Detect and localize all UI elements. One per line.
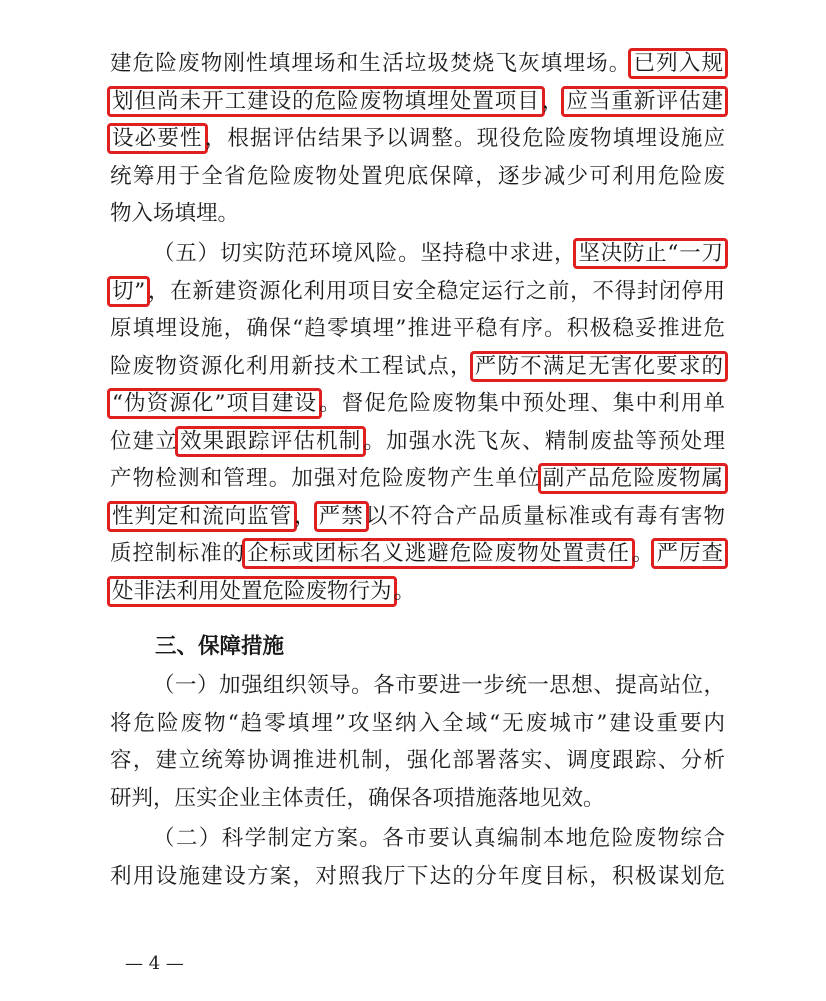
text-segment: 险废物资源化利用新技术工程试点， [110, 353, 473, 379]
text-line: （二）科学制定方案。各市要认真编制本地危险废物综合 [153, 826, 725, 851]
highlight-box: 设必要性 [107, 123, 208, 154]
highlight-box: 性判定和流向监管 [107, 501, 297, 532]
text-line [110, 460, 725, 498]
highlight-box: 切” [107, 276, 150, 307]
text-line [110, 573, 725, 611]
paragraph-environmental-risk [110, 235, 725, 610]
text-segment: 。 [631, 541, 655, 566]
text-line [110, 423, 725, 461]
highlight-box: 严禁 [314, 501, 369, 532]
text-segment: ， [541, 88, 565, 114]
text-segment: 。督促危险废物集中预处理、集中利用单 [319, 391, 726, 416]
text-segment: 位建立 [110, 428, 179, 454]
highlight-box: 企标或团标名义逃避危险废物处置责任 [242, 538, 635, 569]
highlight-box: 坚决防止“一刀 [573, 238, 728, 269]
highlight-box: “伪资源化”项目建设 [107, 388, 322, 419]
highlight-box: 已列入规 [628, 48, 728, 79]
text-line: 统筹用于全省危险废物处置兜底保障，逐步减少可利用危险废 [110, 163, 725, 189]
highlight-box: 副产品危险废物属 [538, 463, 728, 494]
text-line: 利用设施建设方案，对照我厅下达的分年度目标，积极谋划危 [110, 863, 725, 889]
text-line: 研判，压实企业主体责任，确保各项措施落地见效。 [110, 785, 605, 811]
text-segment: 。加强水洗飞灰、精制废盐等预处理 [363, 428, 725, 454]
text-segment: ，在新建资源化利用项目安全稳定运行之前，不得封闭停用 [147, 278, 725, 304]
text-line [110, 83, 725, 121]
highlight-box: 效果跟踪评估机制 [175, 426, 366, 457]
text-segment: 建危险废物刚性填埋场和生活垃圾焚烧飞灰填埋场。 [110, 51, 632, 76]
text-segment: 产物检测和管理。加强对危险废物产生单位 [110, 466, 541, 491]
text-line: 容，建立统筹协调推进机制，强化部署落实、调度跟踪、分析 [110, 748, 725, 773]
highlight-box: 划但尚未开工建设的危险废物填埋处置项目 [107, 86, 545, 117]
text-line [110, 45, 725, 83]
text-line [110, 498, 725, 536]
page-number: — 4 — [125, 953, 184, 974]
highlight-box: 严防不满足无害化要求的 [470, 351, 728, 382]
text-segment: （五）切实防范环境风险。坚持稳中求进， [153, 241, 577, 266]
text-line [110, 235, 725, 273]
text-line [110, 348, 725, 386]
text-line: （一）加强组织领导。各市要进一步统一思想、提高站位， [153, 673, 725, 698]
highlight-box: 处非法利用处置危险废物行为 [107, 576, 397, 607]
section-heading: 三、保障措施 [155, 634, 285, 659]
text-segment: 质控制标准的 [110, 541, 246, 566]
text-line: 物入场填埋。 [110, 201, 240, 226]
text-segment: 以不符合产品质量标准或有毒有害物 [365, 503, 725, 529]
text-line: 原填埋设施，确保“趋零填埋”推进平稳有序。积极稳妥推进危 [110, 316, 725, 341]
text-segment: ，根据评估结果予以调整。现役危险废物填埋设施应 [204, 126, 725, 151]
paragraph-planning [110, 820, 725, 895]
text-line: 将危险废物“趋零填埋”攻坚纳入全域“无废城市”建设重要内 [110, 710, 725, 736]
highlight-box: 严厉查 [651, 538, 728, 569]
text-line [110, 120, 725, 158]
text-line [110, 273, 725, 311]
paragraph-organization [110, 667, 725, 817]
text-line [110, 535, 725, 573]
text-segment: ， [294, 503, 317, 529]
text-segment: 。 [393, 578, 416, 604]
text-line [110, 385, 725, 423]
paragraph-landfill-planning [110, 45, 725, 233]
highlight-box: 应当重新评估建 [561, 86, 728, 117]
